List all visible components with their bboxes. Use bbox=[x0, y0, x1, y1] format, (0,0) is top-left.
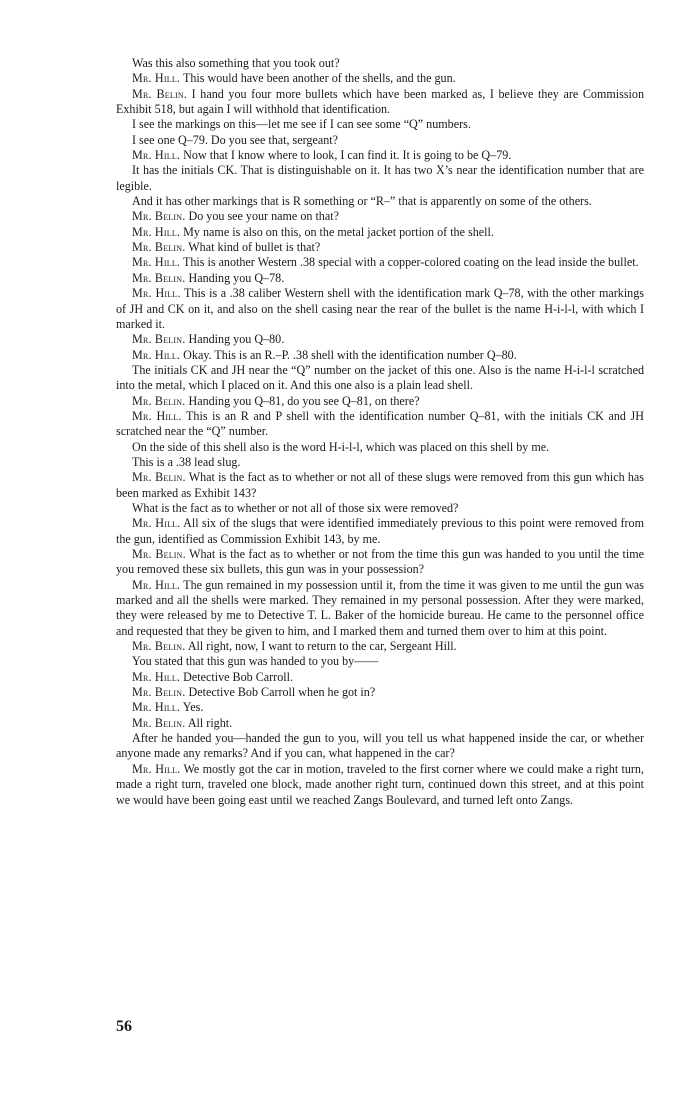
paragraph-text: Do you see your name on that? bbox=[188, 209, 339, 224]
paragraph bbox=[116, 286, 644, 332]
speaker-label: Mr. Hill. bbox=[132, 761, 181, 776]
paragraph-text: I hand you four more bullets which have been marked as, I believe they are Commission Exhibit 518, but again I will withhold that identification. bbox=[116, 86, 644, 117]
paragraph-text: All six of the slugs that were identified immediately previous to this point were removed from the gun, identified as Commission Exhibit 143, by me. bbox=[116, 516, 644, 546]
paragraph bbox=[116, 685, 644, 700]
paragraph-text: I see one Q–79. Do you see that, sergeant? bbox=[132, 132, 338, 147]
paragraph-text: This is another Western .38 special with a copper-colored coating on the lead inside the bullet. bbox=[182, 255, 639, 270]
paragraph bbox=[116, 547, 644, 578]
paragraph bbox=[116, 409, 644, 440]
paragraph bbox=[116, 348, 644, 363]
paragraph bbox=[116, 501, 644, 516]
paragraph bbox=[116, 455, 644, 470]
transcript-body bbox=[116, 56, 644, 808]
speaker-label: Mr. Belin. bbox=[132, 470, 186, 485]
paragraph-text: The initials CK and JH near the “Q” number on the jacket of this one. Also is the name H-i-l-l scratched into the metal, which I placed on it. And this one also is a plain lead shell. bbox=[116, 362, 644, 393]
paragraph-text: Yes. bbox=[182, 700, 204, 715]
paragraph-text: This is an R and P shell with the identification number Q–81, with the initials CK and JH scratched near the “Q” number. bbox=[116, 408, 644, 439]
paragraph-text: Okay. This is an R.–P. .38 shell with the identification number Q–80. bbox=[183, 347, 517, 362]
speaker-label: Mr. Belin. bbox=[132, 547, 186, 561]
paragraph bbox=[116, 133, 644, 148]
paragraph bbox=[116, 332, 644, 347]
speaker-label: Mr. Hill. bbox=[132, 577, 181, 592]
paragraph bbox=[116, 225, 644, 240]
paragraph bbox=[116, 240, 644, 255]
speaker-label: Mr. Hill. bbox=[132, 408, 182, 423]
paragraph-text: What is the fact as to whether or not all of those six were removed? bbox=[132, 500, 459, 515]
paragraph bbox=[116, 209, 644, 224]
paragraph bbox=[116, 716, 644, 731]
paragraph bbox=[116, 163, 644, 194]
paragraph bbox=[116, 470, 644, 501]
speaker-label: Mr. Hill. bbox=[132, 669, 181, 684]
paragraph-text: This would have been another of the shells, and the gun. bbox=[182, 71, 456, 86]
paragraph-text: Handing you Q–80. bbox=[188, 332, 285, 347]
paragraph-text: It has the initials CK. That is distinguishable on it. It has two X’s near the identification number that are legible. bbox=[116, 163, 644, 193]
paragraph-text: Was this also something that you took out? bbox=[132, 56, 340, 70]
speaker-label: Mr. Belin. bbox=[132, 270, 186, 285]
speaker-label: Mr. Belin. bbox=[132, 209, 186, 224]
speaker-label: Mr. Belin. bbox=[132, 639, 186, 654]
speaker-label: Mr. Hill. bbox=[132, 224, 181, 239]
paragraph-text: Now that I know where to look, I can find it. It is going to be Q–79. bbox=[183, 148, 512, 163]
paragraph bbox=[116, 440, 644, 455]
paragraph-text: Handing you Q–78. bbox=[188, 270, 285, 285]
speaker-label: Mr. Hill. bbox=[132, 286, 181, 301]
speaker-label: Mr. Hill. bbox=[132, 516, 181, 531]
paragraph bbox=[116, 639, 644, 654]
speaker-label: Mr. Belin. bbox=[132, 715, 186, 730]
speaker-label: Mr. Belin. bbox=[132, 393, 186, 408]
speaker-label: Mr. Hill. bbox=[132, 148, 181, 163]
paragraph bbox=[116, 670, 644, 685]
paragraph-text: What is the fact as to whether or not all of these slugs were removed from this gun which has been marked as Exhibit 143? bbox=[116, 470, 644, 500]
paragraph bbox=[116, 71, 644, 86]
paragraph-text: This is a .38 lead slug. bbox=[132, 454, 241, 469]
speaker-label: Mr. Hill. bbox=[132, 700, 181, 715]
paragraph-text: And it has other markings that is R something or “R–” that is apparently on some of the others. bbox=[132, 194, 592, 209]
paragraph-text: This is a .38 caliber Western shell with the identification mark Q–78, with the other markings of JH and CK on it, and also on the shell casing near the rear of the bullet is the name H-i-l-l, with which I marked it. bbox=[116, 286, 644, 331]
paragraph-text: What is the fact as to whether or not from the time this gun was handed to you until the time you removed these six bullets, this gun was in your possession? bbox=[116, 547, 644, 577]
paragraph bbox=[116, 255, 644, 270]
paragraph bbox=[116, 87, 644, 118]
paragraph-text: Detective Bob Carroll when he got in? bbox=[188, 685, 376, 700]
paragraph bbox=[116, 762, 644, 808]
paragraph bbox=[116, 56, 644, 71]
paragraph bbox=[116, 363, 644, 394]
paragraph-text: All right, now, I want to return to the car, Sergeant Hill. bbox=[187, 639, 457, 654]
speaker-label: Mr. Hill. bbox=[132, 255, 181, 270]
paragraph-text: Handing you Q–81, do you see Q–81, on there? bbox=[188, 393, 420, 408]
paragraph-text: We mostly got the car in motion, traveled to the first corner where we could make a right turn, made a right turn, traveled one block, made another right turn, continued down this street, and at this point we would have been going east until we reached Zangs Boulevard, and turned left onto Zangs. bbox=[116, 761, 644, 807]
paragraph-text: I see the markings on this—let me see if I can see some “Q” numbers. bbox=[132, 117, 471, 132]
paragraph bbox=[116, 516, 644, 547]
speaker-label: Mr. Belin. bbox=[132, 332, 186, 347]
paragraph bbox=[116, 654, 644, 669]
paragraph-text: On the side of this shell also is the word H-i-l-l, which was placed on this shell by me. bbox=[132, 439, 550, 454]
speaker-label: Mr. Hill. bbox=[132, 347, 181, 362]
paragraph bbox=[116, 194, 644, 209]
paragraph bbox=[116, 271, 644, 286]
paragraph-text: Detective Bob Carroll. bbox=[183, 669, 293, 684]
speaker-label: Mr. Hill. bbox=[132, 71, 181, 86]
speaker-label: Mr. Belin. bbox=[132, 86, 188, 101]
paragraph bbox=[116, 394, 644, 409]
paragraph-text: My name is also on this, on the metal jacket portion of the shell. bbox=[183, 224, 494, 239]
page-number: 56 bbox=[116, 1018, 132, 1035]
paragraph-text: What kind of bullet is that? bbox=[188, 240, 321, 255]
paragraph bbox=[116, 578, 644, 639]
paragraph bbox=[116, 117, 644, 132]
paragraph bbox=[116, 731, 644, 762]
paragraph-text: The gun remained in my possession until it, from the time it was given to me until the gun was marked and all the shells were marked. They remained in my personal possession. After they were marked, they were released by me to Detective T. L. Baker of the homicide bureau. He came to the personnel office and requested that they be given to him, and I marked them and turned them over to him at this point. bbox=[116, 577, 645, 638]
paragraph bbox=[116, 700, 644, 715]
paragraph-text: After he handed you—handed the gun to you, will you tell us what happened inside the car, or whether anyone made any remarks? And if you can, what happened in the car? bbox=[116, 731, 644, 761]
speaker-label: Mr. Belin. bbox=[132, 240, 186, 255]
speaker-label: Mr. Belin. bbox=[132, 685, 186, 700]
paragraph bbox=[116, 148, 644, 163]
paragraph-text: You stated that this gun was handed to you by—— bbox=[132, 654, 379, 669]
paragraph-text: All right. bbox=[187, 715, 233, 730]
